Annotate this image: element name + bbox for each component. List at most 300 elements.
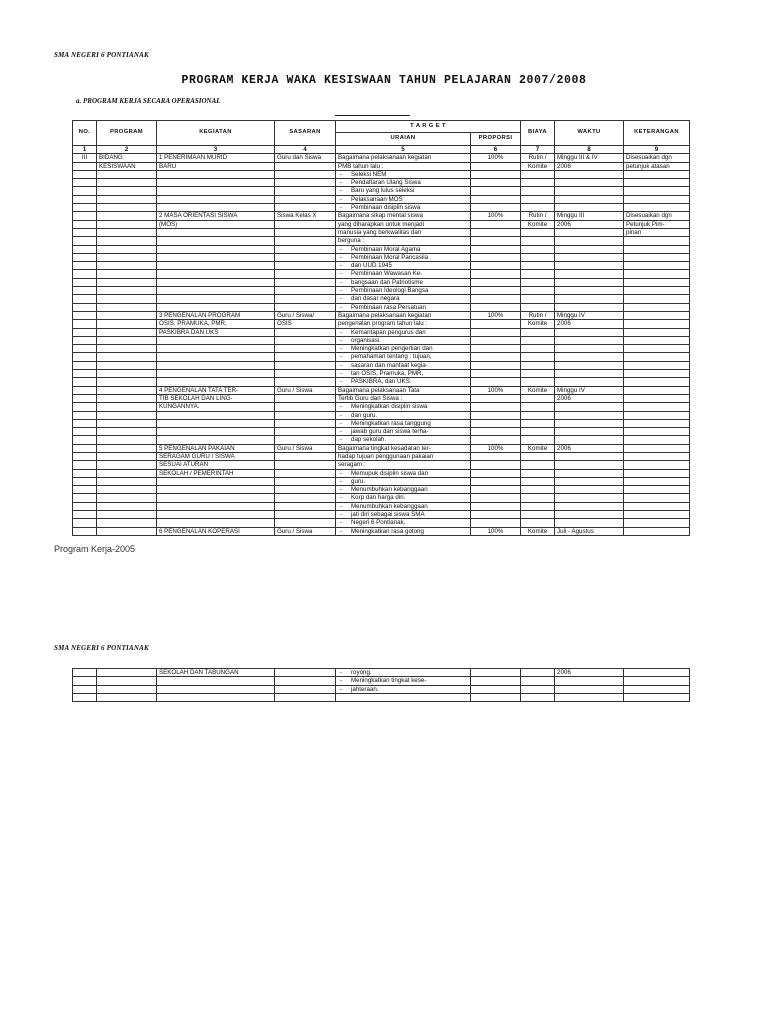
cell-no [73, 486, 97, 494]
cell-kegiatan [157, 428, 275, 436]
cell-program [97, 320, 157, 328]
cell-kegiatan [157, 370, 275, 378]
bullet-dash-icon: - [340, 179, 343, 187]
table-row [73, 428, 690, 436]
cell-waktu: 2006 [555, 220, 624, 228]
cell-waktu [555, 262, 624, 270]
cell-proporsi [471, 179, 521, 187]
table-row [73, 204, 690, 212]
cell-uraian-text: Memupuk disiplin siswa dan [351, 469, 429, 477]
cell-no [73, 278, 97, 286]
cell-waktu [555, 477, 624, 485]
cell-no: III [73, 154, 97, 162]
cell-waktu [555, 303, 624, 311]
cell-proporsi [471, 378, 521, 386]
cell-uraian-text: Negeri 6 Pontianak. [351, 519, 406, 527]
cell-proporsi [471, 511, 521, 519]
cell-kegiatan: SERAGAM GURU / SISWA [157, 452, 275, 460]
cell-waktu [555, 461, 624, 469]
cell-kegiatan: SEKOLAH / PEMERINTAH [157, 469, 275, 477]
cell-kegiatan [157, 378, 275, 386]
cell-program [97, 419, 157, 427]
table-row [73, 394, 690, 402]
cell-no [73, 411, 97, 419]
cell-biaya [521, 295, 555, 303]
cell-keterangan [624, 494, 690, 502]
cell-no [73, 494, 97, 502]
cell-keterangan [624, 527, 690, 535]
cell-uraian: hadap tujuan penggunaan pakaian [336, 452, 471, 460]
cell-waktu [555, 270, 624, 278]
cell-no [73, 685, 97, 693]
cell-proporsi [471, 328, 521, 336]
cell-keterangan [624, 378, 690, 386]
cell-kegiatan [157, 419, 275, 427]
cell-sasaran [275, 262, 336, 270]
bullet-dash-icon: - [340, 677, 343, 685]
cell-proporsi [471, 411, 521, 419]
bullet-dash-icon: - [340, 669, 343, 676]
cell-kegiatan [157, 685, 275, 693]
cell-uraian-text: Pembinaan rasa Persatuan [351, 303, 426, 311]
cell-sasaran [275, 494, 336, 502]
table-row [73, 444, 690, 452]
column-number: 5 [336, 146, 471, 154]
cell-uraian-text: Menumbuhkan kebanggaan [351, 502, 428, 510]
cell-biaya [521, 685, 555, 693]
cell-uraian [336, 685, 471, 693]
cell-sasaran [275, 452, 336, 460]
cell-uraian-text: organisasi. [351, 336, 381, 344]
cell-keterangan [624, 295, 690, 303]
cell-biaya [521, 378, 555, 386]
table-row [73, 461, 690, 469]
cell-no [73, 428, 97, 436]
bullet-dash-icon: - [340, 170, 343, 178]
table-row [73, 527, 690, 535]
table-row [73, 693, 690, 701]
cell-program [97, 685, 157, 693]
cell-keterangan [624, 245, 690, 253]
cell-uraian: seragam : [336, 461, 471, 469]
table-row [73, 353, 690, 361]
table-row [73, 311, 690, 319]
bullet-dash-icon: - [340, 428, 343, 436]
cell-no [73, 669, 97, 677]
cell-keterangan [624, 669, 690, 677]
cell-proporsi [471, 295, 521, 303]
cell-proporsi: 100% [471, 212, 521, 220]
cell-keterangan [624, 278, 690, 286]
col-header-waktu: WAKTU [555, 121, 624, 146]
cell-keterangan [624, 419, 690, 427]
cell-uraian-text: Korp dan harga diri. [351, 494, 406, 502]
cell-biaya [521, 204, 555, 212]
cell-keterangan [624, 444, 690, 452]
table-row [73, 262, 690, 270]
cell-proporsi: 100% [471, 444, 521, 452]
cell-sasaran [275, 170, 336, 178]
cell-uraian-text: Kemantapan pengurus dan [351, 328, 426, 336]
cell-waktu [555, 245, 624, 253]
cell-program [97, 187, 157, 195]
table-row [73, 361, 690, 369]
cell-no [73, 361, 97, 369]
cell-waktu [555, 187, 624, 195]
table-row [73, 511, 690, 519]
cell-uraian-text: Pembinaan Wawasan Ke- [351, 270, 423, 278]
cell-biaya [521, 245, 555, 253]
cell-uraian [336, 677, 471, 685]
cell-uraian [336, 245, 471, 253]
table-row [73, 245, 690, 253]
cell-uraian [336, 477, 471, 485]
cell-uraian: pengenalan program tahun lalu : [336, 320, 471, 328]
table-row [73, 386, 690, 394]
cell-kegiatan [157, 502, 275, 510]
cell-waktu [555, 295, 624, 303]
cell-biaya [521, 303, 555, 311]
table-row [73, 477, 690, 485]
cell-keterangan [624, 237, 690, 245]
cell-program [97, 378, 157, 386]
cell-uraian [336, 527, 471, 535]
cell-proporsi [471, 677, 521, 685]
cell-uraian [336, 287, 471, 295]
cell-keterangan [624, 253, 690, 261]
cell-sasaran: Guru / Siswa [275, 527, 336, 535]
cell-biaya: Komite [521, 386, 555, 394]
cell-uraian-text: royong. [351, 669, 372, 676]
cell-keterangan [624, 170, 690, 178]
cell-sasaran [275, 469, 336, 477]
cell-keterangan: petunjuk atasan [624, 162, 690, 170]
cell-waktu [555, 511, 624, 519]
cell-no [73, 394, 97, 402]
cell-waktu [555, 195, 624, 203]
cell-uraian [336, 187, 471, 195]
bullet-dash-icon: - [340, 270, 343, 278]
cell-proporsi: 100% [471, 311, 521, 319]
cell-keterangan [624, 270, 690, 278]
table-row [73, 677, 690, 685]
cell-uraian-text: Meningkatkan rasa tanggung [351, 419, 431, 427]
cell-uraian-text: Meningkatkan tingkat kese- [351, 677, 427, 685]
bullet-dash-icon: - [340, 262, 343, 270]
cell-waktu [555, 452, 624, 460]
column-number: 9 [624, 146, 690, 154]
cell-program [97, 502, 157, 510]
cell-keterangan [624, 370, 690, 378]
cell-no [73, 452, 97, 460]
cell-sasaran: Guru dan Siswa [275, 154, 336, 162]
cell-proporsi [471, 693, 521, 701]
cell-sasaran [275, 693, 336, 701]
table-row [73, 519, 690, 527]
cell-waktu [555, 336, 624, 344]
cell-keterangan [624, 477, 690, 485]
cell-biaya [521, 502, 555, 510]
cell-proporsi [471, 403, 521, 411]
cell-proporsi [471, 237, 521, 245]
cell-program: KESISWAAN [97, 162, 157, 170]
bullet-dash-icon: - [340, 278, 343, 286]
cell-sasaran [275, 677, 336, 685]
program-table-continued [72, 668, 690, 702]
cell-biaya: Rutin / [521, 212, 555, 220]
cell-program [97, 494, 157, 502]
cell-keterangan [624, 486, 690, 494]
cell-keterangan [624, 469, 690, 477]
bullet-dash-icon: - [340, 370, 343, 378]
cell-kegiatan: OSIS, PRAMUKA, PMR, [157, 320, 275, 328]
column-number: 6 [471, 146, 521, 154]
cell-uraian-text: jawab guru dan siswa terha- [351, 428, 429, 436]
bullet-dash-icon: - [340, 195, 343, 203]
section-subtitle: a. PROGRAM KERJA SECARA OPERASIONAL [76, 97, 221, 105]
column-number: 3 [157, 146, 275, 154]
cell-program [97, 345, 157, 353]
cell-program [97, 278, 157, 286]
table-row [73, 270, 690, 278]
cell-sasaran: Guru / Siswa/ [275, 311, 336, 319]
cell-biaya [521, 511, 555, 519]
cell-program [97, 428, 157, 436]
cell-keterangan: Disesuaikan dgn [624, 212, 690, 220]
cell-uraian [336, 370, 471, 378]
table-row [73, 253, 690, 261]
cell-no [73, 328, 97, 336]
bullet-dash-icon: - [340, 403, 343, 411]
cell-kegiatan [157, 336, 275, 344]
column-number: 1 [73, 146, 97, 154]
cell-proporsi [471, 519, 521, 527]
cell-waktu: Minggu III [555, 212, 624, 220]
cell-waktu: 2006 [555, 394, 624, 402]
cell-proporsi [471, 669, 521, 677]
cell-kegiatan: TIB SEKOLAH DAN LING- [157, 394, 275, 402]
cell-uraian-text: dan dasar negara [351, 295, 400, 303]
cell-no [73, 403, 97, 411]
cell-keterangan [624, 677, 690, 685]
cell-waktu [555, 370, 624, 378]
cell-sasaran: Guru / Siswa [275, 386, 336, 394]
program-table-continued-body [73, 669, 690, 702]
bullet-dash-icon: - [340, 436, 343, 444]
bullet-dash-icon: - [340, 419, 343, 427]
cell-biaya [521, 170, 555, 178]
cell-sasaran [275, 278, 336, 286]
col-header-kegiatan: KEGIATAN [157, 121, 275, 146]
cell-uraian: Bagaimana pelaksanaan kegiatan [336, 311, 471, 319]
cell-program [97, 519, 157, 527]
cell-no [73, 170, 97, 178]
cell-keterangan [624, 204, 690, 212]
cell-waktu: 2006 [555, 162, 624, 170]
cell-biaya [521, 370, 555, 378]
bullet-dash-icon: - [340, 378, 343, 386]
cell-kegiatan [157, 677, 275, 685]
cell-biaya [521, 262, 555, 270]
cell-proporsi [471, 245, 521, 253]
bullet-dash-icon: - [340, 303, 343, 311]
cell-no [73, 237, 97, 245]
bullet-dash-icon: - [340, 486, 343, 494]
table-row [73, 669, 690, 677]
col-header-sasaran: SASARAN [275, 121, 336, 146]
cell-sasaran [275, 669, 336, 677]
table-row [73, 187, 690, 195]
page-footer: Program Kerja-2005 [54, 544, 136, 554]
bullet-dash-icon: - [340, 204, 343, 212]
cell-proporsi [471, 336, 521, 344]
cell-keterangan [624, 685, 690, 693]
cell-uraian [336, 669, 471, 677]
cell-biaya [521, 353, 555, 361]
cell-program [97, 212, 157, 220]
table-row [73, 237, 690, 245]
cell-waktu [555, 677, 624, 685]
cell-program [97, 511, 157, 519]
table-row [73, 162, 690, 170]
cell-biaya [521, 486, 555, 494]
cell-uraian [336, 419, 471, 427]
cell-uraian [336, 403, 471, 411]
cell-waktu [555, 519, 624, 527]
cell-no [73, 187, 97, 195]
cell-no [73, 336, 97, 344]
cell-program [97, 287, 157, 295]
cell-kegiatan: KUNGANNYA. [157, 403, 275, 411]
cell-proporsi [471, 452, 521, 460]
col-header-proporsi: PROPORSI [471, 133, 521, 146]
cell-proporsi [471, 262, 521, 270]
cell-no [73, 220, 97, 228]
cell-no [73, 195, 97, 203]
cell-keterangan [624, 403, 690, 411]
cell-no [73, 311, 97, 319]
bullet-dash-icon: - [340, 511, 343, 519]
cell-no [73, 386, 97, 394]
cell-uraian: manusia yang berkwalitas dan [336, 228, 471, 236]
cell-proporsi [471, 685, 521, 693]
cell-proporsi: 100% [471, 527, 521, 535]
cell-program [97, 336, 157, 344]
cell-uraian-text: Pelaksanaan MOS [351, 195, 403, 203]
cell-uraian [336, 195, 471, 203]
cell-biaya [521, 328, 555, 336]
table-row [73, 436, 690, 444]
cell-uraian [336, 328, 471, 336]
table-row [73, 502, 690, 510]
cell-uraian-text: Pembinaan Moral Agama [351, 245, 421, 253]
cell-waktu [555, 278, 624, 286]
cell-no [73, 179, 97, 187]
cell-uraian-text: bangsaan dan Patriotisme [351, 278, 423, 286]
cell-uraian [336, 469, 471, 477]
cell-waktu [555, 411, 624, 419]
cell-uraian-text: Pembinaan Moral Pancasila [351, 253, 429, 261]
cell-biaya [521, 179, 555, 187]
cell-proporsi [471, 345, 521, 353]
cell-kegiatan: 1 PENERIMAAN MURID [157, 154, 275, 162]
cell-program [97, 394, 157, 402]
cell-uraian-text: Menumbuhkan kebanggaan [351, 486, 428, 494]
cell-kegiatan: (MOS) [157, 220, 275, 228]
cell-keterangan [624, 287, 690, 295]
cell-kegiatan: 2 MASA ORIENTASI SISWA [157, 212, 275, 220]
cell-sasaran [275, 287, 336, 295]
cell-sasaran [275, 394, 336, 402]
cell-waktu [555, 345, 624, 353]
cell-sasaran [275, 461, 336, 469]
cell-proporsi [471, 162, 521, 170]
cell-waktu [555, 378, 624, 386]
table-row [73, 295, 690, 303]
bullet-dash-icon: - [340, 253, 343, 261]
cell-program [97, 170, 157, 178]
cell-keterangan [624, 519, 690, 527]
cell-kegiatan: 4 PENGENALAN TATA TER- [157, 386, 275, 394]
cell-uraian [336, 436, 471, 444]
cell-biaya [521, 436, 555, 444]
cell-waktu: Minggu III & IV [555, 154, 624, 162]
cell-uraian [336, 378, 471, 386]
cell-sasaran [275, 345, 336, 353]
cell-sasaran [275, 187, 336, 195]
cell-sasaran [275, 179, 336, 187]
cell-kegiatan: BARU [157, 162, 275, 170]
cell-kegiatan [157, 345, 275, 353]
cell-waktu: 2006 [555, 444, 624, 452]
cell-proporsi [471, 477, 521, 485]
table-row [73, 303, 690, 311]
cell-program [97, 328, 157, 336]
table-row [73, 494, 690, 502]
cell-keterangan [624, 179, 690, 187]
cell-program [97, 228, 157, 236]
cell-uraian-text: pemahaman tentang : tujuan, [351, 353, 432, 361]
cell-uraian [336, 262, 471, 270]
document-title: PROGRAM KERJA WAKA KESISWAAN TAHUN PELAJARAN 2007/2008 [181, 74, 587, 87]
cell-keterangan [624, 436, 690, 444]
cell-biaya [521, 477, 555, 485]
cell-biaya [521, 428, 555, 436]
col-header-target: T A R G E T [336, 121, 521, 133]
cell-program [97, 403, 157, 411]
table-row [73, 336, 690, 344]
cell-kegiatan [157, 237, 275, 245]
cell-uraian [336, 353, 471, 361]
cell-uraian-text: tan OSIS, Pramuka, PMR, [351, 370, 424, 378]
cell-sasaran [275, 295, 336, 303]
cell-uraian-text: Pembinaan Ideologi Bangsa [351, 287, 429, 295]
cell-kegiatan [157, 303, 275, 311]
cell-biaya [521, 253, 555, 261]
cell-waktu [555, 469, 624, 477]
cell-uraian [336, 295, 471, 303]
bullet-dash-icon: - [340, 685, 343, 693]
cell-sasaran [275, 519, 336, 527]
cell-keterangan [624, 511, 690, 519]
cell-sasaran [275, 237, 336, 245]
cell-sasaran [275, 253, 336, 261]
cell-waktu [555, 502, 624, 510]
cell-kegiatan [157, 287, 275, 295]
col-header-biaya: BIAYA [521, 121, 555, 146]
cell-program [97, 237, 157, 245]
cell-uraian [336, 361, 471, 369]
